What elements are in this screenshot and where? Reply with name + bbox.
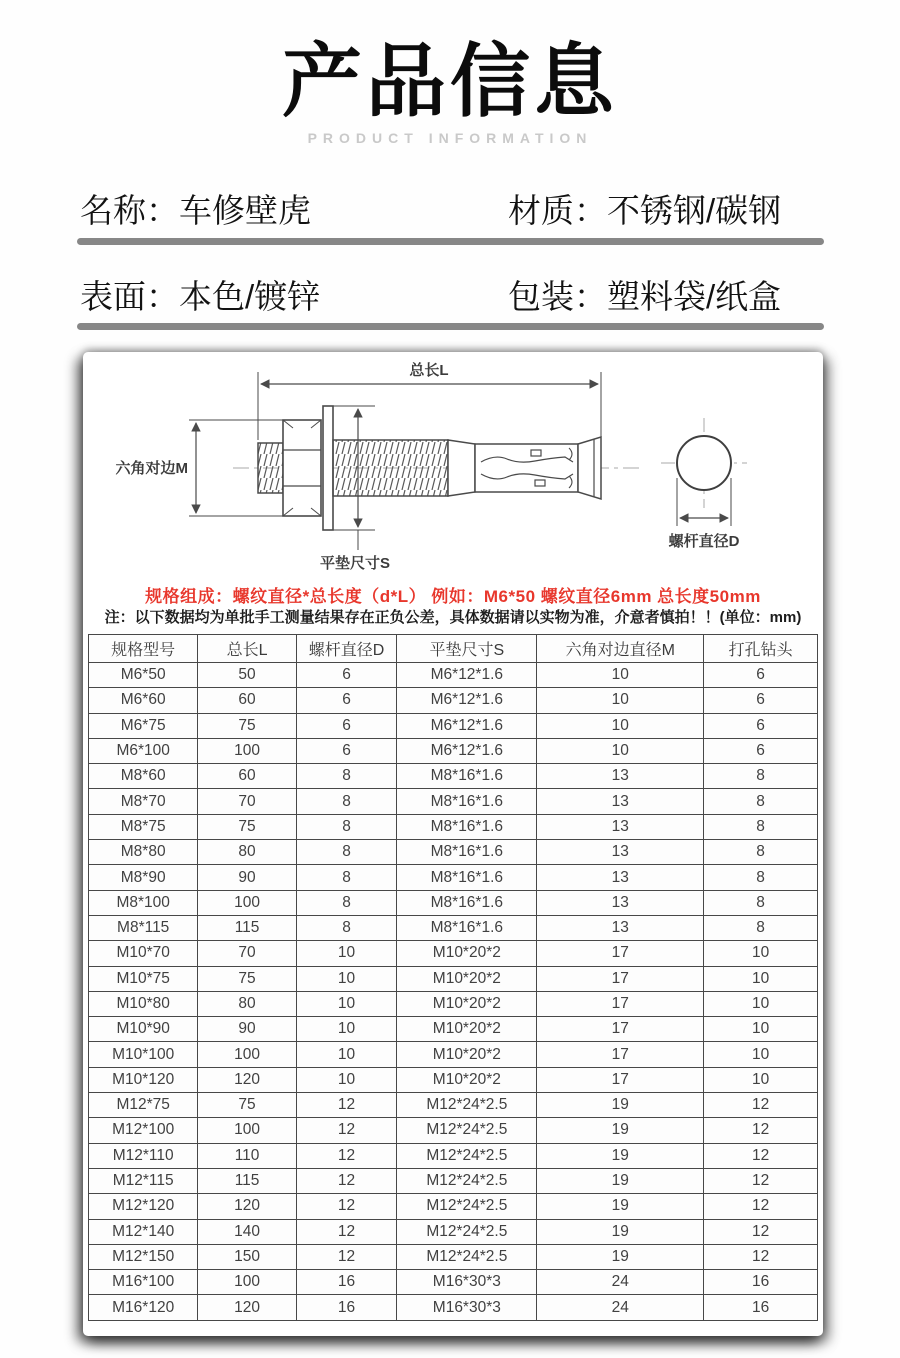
table-cell: 12 [704,1093,818,1118]
table-cell: M12*110 [89,1143,198,1168]
table-cell: 120 [198,1194,296,1219]
table-row [89,1042,818,1067]
package-value: 塑料袋/纸盒 [607,278,782,315]
table-cell: 19 [537,1219,704,1244]
table-row [89,789,818,814]
table-cell: 10 [537,738,704,763]
table-cell: 12 [296,1244,397,1269]
table-cell: 8 [704,890,818,915]
table-cell: 17 [537,1017,704,1042]
table-cell: 100 [198,1270,296,1295]
table-cell: 75 [198,1093,296,1118]
table-cell: 70 [198,941,296,966]
table-row [89,1168,818,1193]
table-cell: M6*12*1.6 [397,688,537,713]
table-cell: M8*16*1.6 [397,915,537,940]
table-row [89,1143,818,1168]
table-cell: M12*140 [89,1219,198,1244]
table-cell: M12*24*2.5 [397,1194,537,1219]
table-cell: M12*115 [89,1168,198,1193]
table-cell: 10 [704,941,818,966]
table-cell: M10*20*2 [397,991,537,1016]
table-cell: 19 [537,1143,704,1168]
table-cell: M12*24*2.5 [397,1143,537,1168]
table-cell: 12 [704,1143,818,1168]
table-cell: 6 [704,663,818,688]
table-cell: 12 [704,1219,818,1244]
column-header: 总长L [198,635,296,663]
table-cell: M16*30*3 [397,1295,537,1320]
table-cell: 115 [198,1168,296,1193]
table-cell: 8 [704,789,818,814]
page-title: 产品信息 [282,37,618,126]
table-cell: 17 [537,1067,704,1092]
table-row [89,713,818,738]
table-cell: M12*150 [89,1244,198,1269]
table-cell: M12*24*2.5 [397,1168,537,1193]
table-cell: 50 [198,663,296,688]
table-cell: M8*16*1.6 [397,789,537,814]
table-cell: M8*75 [89,814,198,839]
table-cell: 12 [704,1168,818,1193]
table-cell: 12 [296,1093,397,1118]
table-cell: 17 [537,991,704,1016]
table-cell: M8*80 [89,840,198,865]
table-row [89,663,818,688]
table-row [89,991,818,1016]
table-cell: 8 [296,764,397,789]
info-row-2 [80,271,824,318]
table-cell: 24 [537,1295,704,1320]
table-cell: 10 [537,688,704,713]
table-cell: 115 [198,915,296,940]
table-cell: 16 [296,1270,397,1295]
table-cell: 100 [198,738,296,763]
table-cell: M6*75 [89,713,198,738]
table-cell: M12*24*2.5 [397,1093,537,1118]
table-cell: 12 [296,1194,397,1219]
product-name-field [80,185,311,232]
table-cell: M12*75 [89,1093,198,1118]
table-cell: 13 [537,890,704,915]
table-cell: M6*12*1.6 [397,738,537,763]
table-cell: 8 [704,814,818,839]
table-cell: 10 [704,1042,818,1067]
table-cell: M8*16*1.6 [397,814,537,839]
product-package-field [508,271,781,318]
table-cell: 60 [198,764,296,789]
table-cell: 100 [198,1118,296,1143]
table-cell: 140 [198,1219,296,1244]
table-cell: M12*100 [89,1118,198,1143]
table-cell: 8 [296,814,397,839]
table-cell: M12*120 [89,1194,198,1219]
table-cell: 12 [704,1244,818,1269]
column-header: 平垫尺寸S [397,635,537,663]
material-value: 不锈钢/碳钢 [607,192,782,229]
table-cell: M10*20*2 [397,1042,537,1067]
material-label: 材质： [508,192,607,229]
table-cell: 8 [296,840,397,865]
dim-label-washer-size: 平垫尺寸S [319,555,391,572]
column-header: 规格型号 [89,635,198,663]
table-cell: 8 [704,764,818,789]
table-cell: M10*20*2 [397,1017,537,1042]
table-cell: 19 [537,1118,704,1143]
table-cell: 110 [198,1143,296,1168]
table-cell: M10*20*2 [397,966,537,991]
table-row [89,764,818,789]
table-cell: M10*20*2 [397,1067,537,1092]
table-cell: M10*90 [89,1017,198,1042]
table-row [89,1219,818,1244]
table-cell: 10 [537,713,704,738]
table-row [89,738,818,763]
column-header: 六角对边直径M [537,635,704,663]
table-cell: 10 [296,1017,397,1042]
table-cell: M6*12*1.6 [397,713,537,738]
table-cell: M8*60 [89,764,198,789]
table-cell: 120 [198,1295,296,1320]
table-cell: 13 [537,915,704,940]
table-row [89,941,818,966]
table-cell: 150 [198,1244,296,1269]
table-cell: 19 [537,1194,704,1219]
table-row [89,1270,818,1295]
table-cell: M10*70 [89,941,198,966]
name-value: 车修壁虎 [179,192,311,229]
table-cell: 16 [296,1295,397,1320]
table-cell: M8*16*1.6 [397,764,537,789]
table-cell: 12 [704,1194,818,1219]
table-cell: M6*100 [89,738,198,763]
table-cell: 80 [198,840,296,865]
column-header: 打孔钻头 [704,635,818,663]
table-cell: M12*24*2.5 [397,1244,537,1269]
table-row [89,814,818,839]
table-cell: 8 [704,915,818,940]
table-cell: M16*100 [89,1270,198,1295]
table-cell: M8*115 [89,915,198,940]
table-cell: 75 [198,966,296,991]
table-cell: M8*100 [89,890,198,915]
table-cell: 8 [704,840,818,865]
table-cell: 17 [537,966,704,991]
dim-label-rod-diameter: 螺杆直径D [668,533,740,550]
table-cell: M16*120 [89,1295,198,1320]
table-cell: 12 [296,1219,397,1244]
table-cell: 8 [296,865,397,890]
table-cell: 12 [296,1168,397,1193]
table-cell: 10 [296,941,397,966]
table-cell: M6*12*1.6 [397,663,537,688]
dim-label-hex-width: 六角对边M [115,460,188,477]
table-row [89,915,818,940]
table-cell: 6 [704,738,818,763]
table-row [89,1244,818,1269]
table-cell: M8*16*1.6 [397,840,537,865]
table-cell: 100 [198,890,296,915]
table-cell: 13 [537,789,704,814]
table-cell: 13 [537,840,704,865]
table-cell: M6*50 [89,663,198,688]
name-label: 名称： [80,192,179,229]
table-cell: 6 [704,688,818,713]
column-header: 螺杆直径D [296,635,397,663]
table-cell: M10*20*2 [397,941,537,966]
table-cell: 100 [198,1042,296,1067]
table-row [89,1093,818,1118]
table-cell: M8*90 [89,865,198,890]
table-cell: 6 [704,713,818,738]
spec-table [88,634,818,1321]
table-cell: 90 [198,1017,296,1042]
table-cell: 70 [198,789,296,814]
table-cell: 16 [704,1270,818,1295]
surface-value: 本色/镀锌 [179,278,321,315]
spec-table-body [89,663,818,1321]
table-cell: 75 [198,713,296,738]
table-row [89,840,818,865]
table-cell: M12*24*2.5 [397,1118,537,1143]
table-cell: 10 [296,991,397,1016]
info-row-1 [80,185,824,232]
table-cell: 10 [704,991,818,1016]
table-cell: M8*16*1.6 [397,865,537,890]
table-cell: 17 [537,1042,704,1067]
table-cell: 12 [296,1118,397,1143]
table-row [89,1194,818,1219]
table-cell: M10*120 [89,1067,198,1092]
table-cell: 13 [537,865,704,890]
measurement-disclaimer-note: 注：以下数据均为单批手工测量结果存在正负公差，具体数据请以实物为准，介意者慎拍！！(单位：mm) [104,609,802,626]
product-material-field [508,185,781,232]
table-cell: 6 [296,663,397,688]
table-cell: M10*75 [89,966,198,991]
table-cell: 120 [198,1067,296,1092]
table-cell: M10*80 [89,991,198,1016]
table-cell: 12 [296,1143,397,1168]
table-cell: 6 [296,713,397,738]
table-cell: 8 [704,865,818,890]
table-cell: 12 [704,1118,818,1143]
divider [77,323,824,330]
table-cell: 19 [537,1093,704,1118]
table-cell: M6*60 [89,688,198,713]
table-row [89,966,818,991]
table-cell: M8*16*1.6 [397,890,537,915]
table-cell: 10 [704,1067,818,1092]
package-label: 包装： [508,278,607,315]
table-cell: 60 [198,688,296,713]
table-cell: 90 [198,865,296,890]
table-cell: 19 [537,1244,704,1269]
table-row [89,890,818,915]
table-row [89,1067,818,1092]
table-row [89,1118,818,1143]
divider [77,238,824,245]
dim-label-total-length: 总长L [409,362,449,379]
table-cell: 80 [198,991,296,1016]
table-cell: M10*100 [89,1042,198,1067]
table-row [89,1295,818,1320]
page-subtitle: PRODUCT INFORMATION [307,130,593,146]
table-cell: 75 [198,814,296,839]
spec-composition-note: 规格组成：螺纹直径*总长度（d*L） 例如：M6*50 螺纹直径6mm 总长度50mm [145,587,761,606]
table-cell: 8 [296,789,397,814]
table-cell: 13 [537,814,704,839]
table-row [89,865,818,890]
table-cell: 8 [296,890,397,915]
table-cell: M16*30*3 [397,1270,537,1295]
table-cell: 10 [537,663,704,688]
table-cell: 10 [704,966,818,991]
table-cell: 6 [296,738,397,763]
surface-label: 表面： [80,278,179,315]
table-cell: 24 [537,1270,704,1295]
table-cell: 10 [296,1067,397,1092]
table-cell: 6 [296,688,397,713]
spec-table-head-row [89,635,818,663]
table-cell: 10 [296,1042,397,1067]
table-cell: 13 [537,764,704,789]
table-cell: 17 [537,941,704,966]
anchor-bolt-diagram [83,358,823,582]
table-cell: 19 [537,1168,704,1193]
table-cell: 8 [296,915,397,940]
table-cell: 10 [296,966,397,991]
product-surface-field [80,271,320,318]
table-row [89,688,818,713]
table-cell: M8*70 [89,789,198,814]
product-spec-card [83,352,823,1336]
table-cell: 10 [704,1017,818,1042]
table-cell: 16 [704,1295,818,1320]
table-row [89,1017,818,1042]
table-cell: M12*24*2.5 [397,1219,537,1244]
